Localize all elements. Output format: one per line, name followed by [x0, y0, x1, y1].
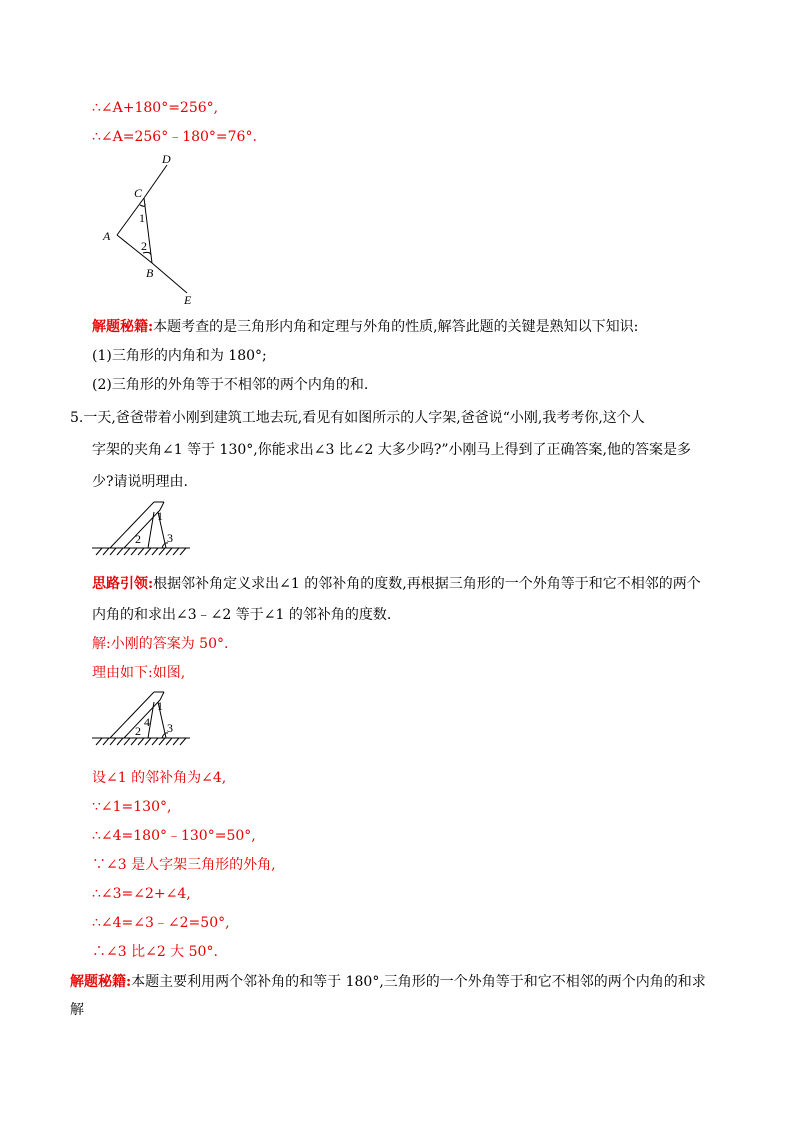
tip-2-text: 本题主要利用两个邻补角的和等于 180°,三角形的一个外角等于和它不相邻的两个内角的和求 [131, 974, 706, 990]
step-3: ∴∠4=180°﹣130°=50°, [92, 828, 256, 844]
step-2: ∵∠1=130°, [92, 799, 172, 815]
a-frame-figure-2 [88, 688, 198, 750]
fig2-label-angle-3: 3 [167, 531, 173, 545]
guide-text: 根据邻补角定义求出∠1 的邻补角的度数,再根据三角形的一个外角等于和它不相邻的两个 [153, 576, 701, 592]
guide-line-2: 内角的和求出∠3﹣∠2 等于∠1 的邻补角的度数. [92, 607, 392, 623]
tip-1-item-2: (2)三角形的外角等于不相邻的两个内角的和. [92, 377, 369, 393]
fig2-label-angle-1: 1 [157, 509, 163, 523]
question-5-line-1: 5.一天,爸爸带着小刚到建筑工地去玩,看见有如图所示的人字架,爸爸说“小刚,我考考你,这个人 [70, 410, 645, 426]
triangle-figure-1 [95, 150, 205, 308]
tip-2 [70, 972, 706, 992]
derivation-line-1: ∴∠A+180°=256°, [92, 100, 219, 116]
ray-cd [144, 165, 167, 198]
beam-outer-edge [110, 502, 154, 548]
tip-1-item-1: (1)三角形的内角和为 180°; [92, 348, 267, 364]
strut-left [148, 512, 154, 548]
tip-2-label: 解题秘籍: [70, 974, 132, 990]
tip-2-line-2: 解 [70, 1002, 84, 1018]
label-c: C [134, 186, 143, 200]
solution-answer: 解:小刚的答案为 50°. [92, 636, 229, 652]
label-d: D [162, 152, 171, 166]
beam-inner-edge [124, 700, 160, 738]
fig3-label-angle-3: 3 [167, 721, 173, 735]
beam-inner-edge [124, 510, 160, 548]
ground-hatching [96, 548, 186, 555]
label-e: E [184, 293, 192, 307]
fig3-label-angle-1: 1 [157, 699, 163, 713]
label-angle-1: 1 [139, 211, 145, 225]
guide [92, 574, 701, 594]
step-6: ∴∠4=∠3﹣∠2=50°, [92, 915, 230, 931]
ground-hatching [96, 738, 186, 745]
label-a: A [103, 229, 111, 243]
step-1: 设∠1 的邻补角为∠4, [92, 770, 227, 786]
question-5-line-2: 字架的夹角∠1 等于 130°,你能求出∠3 比∠2 大多少吗?”小刚马上得到了正确答案,他的答案是多 [92, 442, 691, 458]
label-b: B [146, 266, 154, 280]
fig3-label-angle-4: 4 [144, 715, 150, 729]
a-frame-figure-1 [88, 498, 198, 560]
solution-reason: 理由如下:如图, [92, 665, 186, 681]
fig3-label-angle-2: 2 [135, 724, 141, 738]
tip-1-label: 解题秘籍: [92, 319, 154, 335]
side-cb [144, 198, 152, 263]
step-5: ∴∠3=∠2+∠4, [92, 886, 191, 902]
ray-be [152, 263, 187, 293]
question-5-line-3: 少?请说明理由. [92, 474, 188, 490]
tip-1-text: 本题考查的是三角形内角和定理与外角的性质,解答此题的关键是熟知以下知识: [153, 319, 639, 335]
derivation-line-2: ∴∠A=256°﹣180°=76°. [92, 129, 257, 145]
fig2-label-angle-2: 2 [135, 532, 141, 546]
label-angle-2: 2 [141, 239, 147, 253]
step-4: ∵∠3 是人字架三角形的外角, [92, 857, 276, 873]
step-7: ∴∠3 比∠2 大 50°. [92, 944, 218, 960]
guide-label: 思路引领: [92, 576, 154, 592]
tip-1 [92, 317, 638, 337]
